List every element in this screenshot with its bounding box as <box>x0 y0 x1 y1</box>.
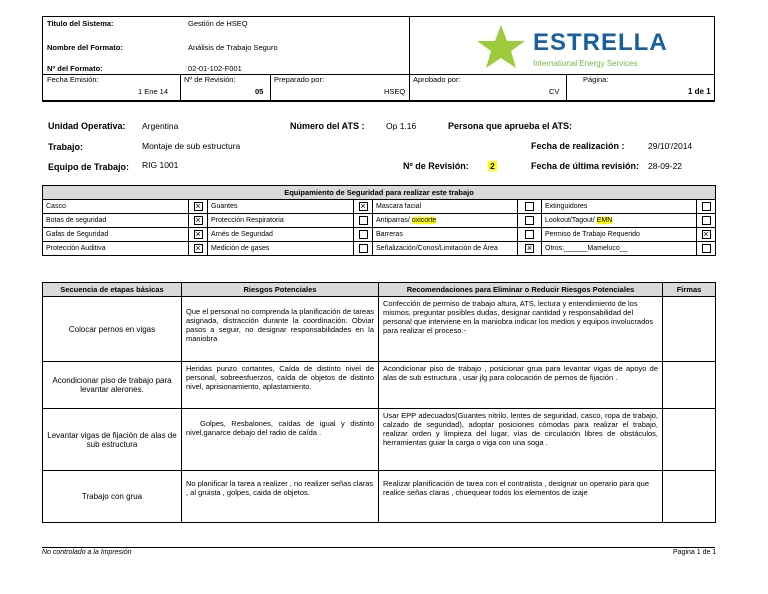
equipment-label <box>208 214 354 228</box>
equipment-checkbox[interactable] <box>702 202 711 211</box>
format-no-label: Nº del Formato: <box>47 64 103 73</box>
equipment-checkbox[interactable]: × <box>195 243 201 253</box>
equipment-checkbox-cell <box>189 228 208 242</box>
equipment-label-text: Barreras <box>376 231 403 238</box>
table-row <box>43 297 716 362</box>
equipment-label <box>373 200 518 214</box>
footer-line <box>42 547 715 548</box>
step-cell: Colocar pernos en vigas <box>43 297 182 362</box>
page-label: Página: <box>583 75 609 84</box>
equipment-label <box>208 200 354 214</box>
equipment-checkbox-cell <box>189 214 208 228</box>
footer-left: No controlado a la Impresión <box>42 549 132 556</box>
equipment-table <box>42 185 715 256</box>
equipment-checkbox-cell <box>697 200 716 214</box>
approver-label: Persona que aprueba el ATS: <box>448 121 573 131</box>
rev-value: 2 <box>490 161 495 171</box>
header-recommendations: Recomendaciones para Eliminar o Reducir Riesgos Potenciales <box>379 283 663 297</box>
table-row <box>43 471 716 523</box>
unit-label: Unidad Operativa: <box>48 121 126 131</box>
equipment-checkbox[interactable] <box>525 216 534 225</box>
equipment-checkbox-cell <box>189 242 208 256</box>
page-value: 1 de 1 <box>688 87 711 96</box>
emission-value: 1 Ene 14 <box>138 87 169 96</box>
table-row <box>43 362 716 409</box>
risk-table <box>42 282 715 523</box>
equipment-label <box>542 200 697 214</box>
equipment-checkbox-cell <box>189 200 208 214</box>
equipment-label-text: Extinguidores <box>545 203 588 210</box>
equipment-label-text: Protección Auditiva <box>46 245 106 252</box>
signature-cell <box>663 471 716 523</box>
equipment-label <box>373 228 518 242</box>
equipment-checkbox-cell <box>697 228 716 242</box>
equipment-checkbox[interactable]: × <box>195 229 201 239</box>
equipment-checkbox-cell <box>518 242 542 256</box>
equipment-label <box>373 242 518 256</box>
table-row <box>43 409 716 471</box>
header-block <box>42 16 715 102</box>
emission-label: Fecha Emisión: <box>47 75 99 84</box>
equipment-title: Equipamiento de Seguridad para realizar este trabajo <box>43 186 716 200</box>
logo-subtext: International Energy Services <box>533 59 638 68</box>
equipment-label-text: Antiparras/ <box>376 217 410 224</box>
footer-right: Pagina 1 de 1 <box>673 549 717 556</box>
date-label: Fecha de realización : <box>531 141 625 151</box>
equipment-checkbox-cell <box>518 228 542 242</box>
equipment-row <box>43 242 716 256</box>
equipment-checkbox-cell <box>518 214 542 228</box>
approved-label: Aprobado por: <box>413 75 461 84</box>
prepared-value: HSEQ <box>384 87 406 96</box>
signature-cell <box>663 297 716 362</box>
equipment-label-highlight: EMN <box>596 217 613 224</box>
equipment-checkbox-cell <box>697 214 716 228</box>
logo-text: ESTRELLA <box>533 29 668 56</box>
equipment-checkbox[interactable] <box>359 216 368 225</box>
equipment-checkbox[interactable]: × <box>195 201 201 211</box>
equipment-label-text: Guantes <box>211 203 238 210</box>
equipment-label <box>208 242 354 256</box>
equipment-label-text: Otros:______Mameluco__ <box>545 245 628 252</box>
equipment-label <box>43 242 189 256</box>
equipment-checkbox-cell <box>354 200 373 214</box>
header-steps: Secuencia de etapas básicas <box>43 283 182 297</box>
equipment-checkbox-cell <box>354 214 373 228</box>
equipment-checkbox[interactable]: × <box>526 243 533 253</box>
format-no-value: 02-01-102-F001 <box>188 64 242 73</box>
date-value: 29/10'/2014 <box>648 141 693 151</box>
equipment-label <box>43 200 189 214</box>
equipment-label-text: Permiso de Trabajo Requerido <box>545 231 640 238</box>
recommendation-cell: Acondicionar piso de trabajo , posicionar grua para levantar vigas de apoyo de alas de sub estructura , usar jlg para colocación de pernos de fijación . <box>379 362 663 409</box>
system-title-label: Titulo del Sistema: <box>47 19 114 28</box>
equipment-checkbox-cell <box>697 242 716 256</box>
equipment-label-text: Arnés de Seguridad <box>211 231 273 238</box>
equipment-label-text: Medición de gases <box>211 245 270 252</box>
equipment-checkbox[interactable]: × <box>195 215 201 225</box>
equipment-checkbox-cell <box>354 242 373 256</box>
ats-label: Número del ATS : <box>290 121 365 131</box>
equipment-label <box>542 242 697 256</box>
equipment-label <box>542 214 697 228</box>
equipment-row <box>43 200 716 214</box>
equipment-label <box>373 214 518 228</box>
approved-value: CV <box>549 87 560 96</box>
format-name-label: Nombre del Formato: <box>47 43 123 52</box>
team-value: RIG 1001 <box>142 160 179 170</box>
signature-cell <box>663 362 716 409</box>
risk-cell: No planificar la tarea a realizer , no realizer señas claras , al gruista , golpes, caida de objetos. <box>182 471 379 523</box>
step-cell: Levantar vigas de fijación de alas de sub estructura <box>43 409 182 471</box>
unit-value: Argentina <box>142 121 179 131</box>
equipment-checkbox[interactable] <box>525 230 534 239</box>
equipment-label <box>542 228 697 242</box>
equipment-label-text: Casco <box>46 203 66 210</box>
star-icon <box>475 23 527 69</box>
header-risks: Riesgos Potenciales <box>182 283 379 297</box>
risk-cell: Heridas punzo cortantes, Caída de distinto nivel de personal, sobreesfuerzos, caída de objetos de distinto nivel, aprisionamiento, aplastamiento. <box>182 362 379 409</box>
step-cell: Trabajo con grua <box>43 471 182 523</box>
team-label: Equipo de Trabajo: <box>48 162 130 172</box>
equipment-checkbox[interactable] <box>359 244 368 253</box>
equipment-label-text: Mascara facial <box>376 203 422 210</box>
format-name-value: Análisis de Trabajo Seguro <box>188 43 278 52</box>
recommendation-cell: Confección de permiso de trabajo altura, ATS, lectura y entendimiento de los mismos, preguntar posibles dudas, designar cantidad y responsabilidad del personal que interviene en la maniobra indicar los medios y equipos involucrados para realizar el proceso.- <box>379 297 663 362</box>
last-rev-label: Fecha de última revisión: <box>531 161 640 171</box>
equipment-label-highlight: oxicorte <box>411 217 437 224</box>
equipment-checkbox[interactable] <box>359 230 368 239</box>
step-cell: Acondicionar piso de trabajo para levantar alerones. <box>43 362 182 409</box>
equipment-checkbox[interactable] <box>525 202 534 211</box>
risk-cell: Que el personal no comprenda la planificación de tareas asignada, distracción durante la coordinación. Obviar pasos a seguir, no designar responsabilidades en la maniobra <box>182 297 379 362</box>
revision-value: 05 <box>255 87 264 96</box>
equipment-label <box>43 214 189 228</box>
prepared-label: Preparado por: <box>274 75 325 84</box>
risk-cell: Golpes, Resbalones, caídas de igual y distinto nivel,ganarce debajo del radio de caída . <box>182 409 379 471</box>
signature-cell <box>663 409 716 471</box>
company-logo <box>475 21 675 71</box>
job-label: Trabajo: <box>48 142 84 152</box>
equipment-label-text: Señalización/Conos/Limitación de Área <box>376 245 498 252</box>
recommendation-cell: Realizar planificación de tarea con el contratista , designar un operario para que realice señas claras , chuequear todos los elementos de izaje <box>379 471 663 523</box>
equipment-checkbox[interactable]: × <box>360 201 366 211</box>
ats-value: Op 1.16 <box>386 121 417 131</box>
equipment-checkbox[interactable]: × <box>703 229 709 239</box>
job-value: Montaje de sub estructura <box>142 141 241 151</box>
equipment-label-text: Lookout/Tagout/ <box>545 217 595 224</box>
header-signatures: Firmas <box>663 283 716 297</box>
recommendation-cell: Usar EPP adecuados(Guantes nitrilo, lentes de seguridad, casco, ropa de trabajo, calzado de seguridad), adoptar posiciones cómodas para realizar el trabajo, realizar orden y limpieza del lugar, vías de circulación libres de obstáculos, herramientas guiar la carga o viga con una soga . <box>379 409 663 471</box>
rev-label: Nº de Revisión: <box>403 161 469 171</box>
equipment-checkbox-cell <box>518 200 542 214</box>
equipment-row <box>43 214 716 228</box>
equipment-label <box>208 228 354 242</box>
equipment-label-text: Gafas de Seguridad <box>46 231 109 238</box>
system-title-value: Gestión de HSEQ <box>188 19 248 28</box>
equipment-label-text: Protección Respiratoria <box>211 217 284 224</box>
equipment-checkbox-cell <box>354 228 373 242</box>
equipment-checkbox[interactable] <box>702 216 711 225</box>
revision-label: Nº de Revisión: <box>184 75 236 84</box>
equipment-label-text: Botas de seguridad <box>46 217 107 224</box>
last-rev-value: 28-09-22 <box>648 161 683 171</box>
equipment-checkbox[interactable] <box>702 244 711 253</box>
equipment-label <box>43 228 189 242</box>
equipment-row <box>43 228 716 242</box>
